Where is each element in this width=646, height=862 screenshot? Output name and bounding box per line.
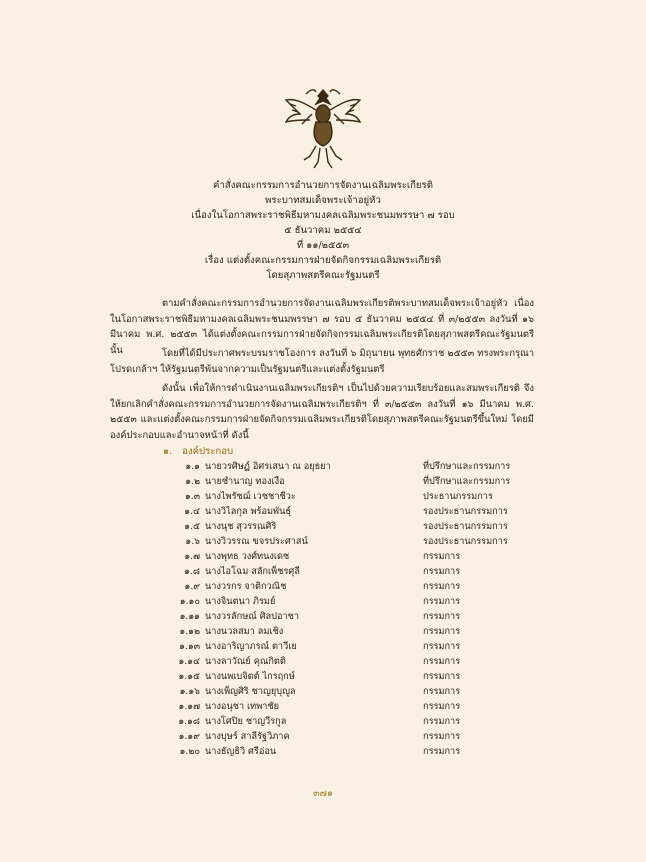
paragraph-3 (110, 381, 534, 443)
member-role: ประธานกรรมการ (423, 491, 493, 502)
member-number: ๑.๑๐ (179, 596, 200, 607)
member-role: กรรมการ (423, 611, 461, 622)
paragraph-1-text: ตามคำสั่งคณะกรรมการอำนวยการจัดงานเฉลิมพระเกียรติพระบาทสมเด็จพระเจ้าอยู่หัว เนื่องในโอกาสพระราชพิธีมหามงคลเฉลิมพระชนมพรรษา ๗ รอบ ๕ ธันวาคม ๒๕๕๔ ที่ ๓/๒๕๕๓ ลงวันที่ ๑๖ มีนาคม พ.ศ. ๒๕๕๓ ได้แต่งตั้งคณะกรรมการฝ่ายจัดกิจกรรมเฉลิมพระเกียรติโดยสุภาพสตรีคณะรัฐมนตรี นั้น (110, 298, 534, 356)
member-role: กรรมการ (423, 746, 461, 757)
member-number: ๑.๑๒ (179, 626, 200, 637)
member-number: ๑.๑๔ (178, 656, 200, 667)
member-row (0, 474, 646, 489)
member-number: ๑.๑๗ (178, 701, 200, 712)
member-number: ๑.๓ (184, 491, 200, 502)
member-name: นายชำนาญ ทองเงือ (205, 476, 285, 487)
garuda-emblem (282, 84, 364, 172)
member-name: นางนพเบจิตต์ ไกรฤกษ์ (205, 671, 295, 682)
section-number: ๑. (163, 446, 173, 457)
member-row (0, 669, 646, 684)
member-row (0, 729, 646, 744)
member-row (0, 519, 646, 534)
order-title-line3: เนื่องในโอกาสพระราชพิธีมหามงคลเฉลิมพระชนมพรรษา ๗ รอบ (191, 210, 455, 221)
member-name: นางไอโฉม สลักเพ็ชรศุลี (205, 566, 300, 577)
member-row (0, 684, 646, 699)
member-name: นางลาวัณย์ คุณกิตติ (205, 656, 286, 667)
member-number: ๑.๑๕ (178, 671, 200, 682)
member-role: กรรมการ (423, 551, 461, 562)
member-number: ๑.๔ (184, 506, 200, 517)
member-role: กรรมการ (423, 581, 461, 592)
member-number: ๑.๘ (184, 566, 200, 577)
member-name: นางนุช สุวรรณศิริ (205, 521, 277, 532)
member-name: นางนวลสมา ลมเชิง (205, 626, 284, 637)
member-role: รองประธานกรรมการ (423, 536, 508, 547)
paragraph-2-text: โดยที่ได้มีประกาศพระบรมราชโองการ ลงวันที่ ๖ มิถุนายน พุทธศักราช ๒๕๕๓ ทรงพระกรุณาโปรดเกล้าฯ ให้รัฐมนตรีพ้นจากความเป็นรัฐมนตรีและแต่งตั้งรัฐมนตรี (110, 348, 534, 375)
member-number: ๑.๕ (184, 521, 200, 532)
paragraph-3-text: ดังนั้น เพื่อให้การดำเนินงานเฉลิมพระเกียรติฯ เป็นไปด้วยความเรียบร้อยและสมพระเกียรติ จึงให้ยกเลิกคำสั่งคณะกรรมการอำนวยการจัดงานเฉลิมพระเกียรติฯ ที่ ๓/๒๕๕๓ ลงวันที่ ๑๖ มีนาคม พ.ศ. ๒๕๕๓ และแต่งตั้งคณะกรรมการฝ่ายจัดกิจกรรมเฉลิมพระเกียรติโดยสุภาพสตรีคณะรัฐมนตรีขึ้นใหม่ โดยมีองค์ประกอบและอำนาจหน้าที่ ดังนี้ (110, 383, 534, 441)
member-name: นางเพ็ญศิริ ชาญยุบุญูล (205, 686, 296, 697)
member-number: ๑.๑๙ (178, 731, 200, 742)
order-number: ที่ ๑๑/๒๕๕๓ (296, 240, 350, 251)
member-role: รองประธานกรรมการ (423, 521, 508, 532)
member-role: รองประธานกรรมการ (423, 506, 508, 517)
member-role: ที่ปรึกษาและกรรมการ (423, 461, 511, 472)
member-row (0, 549, 646, 564)
order-subject: เรื่อง แต่งตั้งคณะกรรมการฝ่ายจัดกิจกรรมเฉลิมพระเกียรติ (204, 255, 442, 266)
member-number: ๑.๑ (185, 461, 200, 472)
member-role: กรรมการ (423, 671, 461, 682)
member-role: กรรมการ (423, 656, 461, 667)
member-name: นางวรกร จาติกวณิช (205, 581, 287, 592)
page-number: ๓๗๑ (313, 788, 333, 799)
member-row (0, 714, 646, 729)
member-role: กรรมการ (423, 566, 461, 577)
section-title: องค์ประกอบ (182, 446, 234, 457)
order-title: คำสั่งคณะกรรมการอำนวยการจัดงานเฉลิมพระเกียรติ (213, 180, 433, 191)
member-name: นางวิวรรณ ขจรประศาสน์ (205, 536, 308, 547)
member-row (0, 639, 646, 654)
member-row (0, 564, 646, 579)
member-row (0, 654, 646, 669)
member-name: นางไพรัชฌ์ เวชชาชีวะ (205, 491, 296, 502)
member-name: นางจินตนา ภิรมย์ (205, 596, 276, 607)
member-role: กรรมการ (423, 596, 461, 607)
member-row (0, 459, 646, 474)
member-role: กรรมการ (423, 731, 461, 742)
member-row (0, 624, 646, 639)
member-number: ๑.๖ (185, 536, 200, 547)
member-name: นางพุทธ วงศ์ทนงเดช (205, 551, 290, 562)
member-row (0, 489, 646, 504)
member-role: กรรมการ (423, 626, 461, 637)
paragraph-2 (110, 346, 534, 377)
member-name: นางโศปิย ชาญวีรกูล (205, 716, 287, 727)
member-row (0, 594, 646, 609)
member-row (0, 699, 646, 714)
member-role: กรรมการ (423, 716, 461, 727)
member-number: ๑.๒ (185, 476, 200, 487)
member-row (0, 534, 646, 549)
member-name: นางอาริญาภรณ์ ตาวีเย (205, 641, 297, 652)
member-row (0, 609, 646, 624)
member-name: นางวิไลกุล พร้อมพันธุ์ (205, 506, 291, 517)
member-role: กรรมการ (423, 686, 461, 697)
member-number: ๑.๙ (184, 581, 200, 592)
member-number: ๑.๑๘ (178, 716, 200, 727)
member-row (0, 744, 646, 759)
member-name: นางธัญธิวิ ศรีอ่อน (205, 746, 277, 757)
member-name: นายวรศิษฏ์ อิศรเสนา ณ อยุธยา (205, 461, 331, 472)
order-title-line2: พระบาทสมเด็จพระเจ้าอยู่หัว (265, 195, 381, 206)
member-name: นางบุษร์ สาลีรัฐวิภาค (205, 731, 290, 742)
order-subject-line2: โดยสุภาพสตรีคณะรัฐมนตรี (266, 270, 380, 281)
member-name: นางวรลักษณ์ ศิลปอาชา (205, 611, 300, 622)
member-row (0, 579, 646, 594)
member-number: ๑.๑๑ (179, 611, 200, 622)
member-role: กรรมการ (423, 701, 461, 712)
section-heading (163, 444, 243, 459)
member-name: นางอนุชา เทพาชัย (205, 701, 280, 712)
member-number: ๑.๑๖ (179, 686, 200, 697)
member-number: ๑.๗ (184, 551, 200, 562)
member-role: ที่ปรึกษาและกรรมการ (423, 476, 511, 487)
member-role: กรรมการ (423, 641, 461, 652)
order-title-line4: ๕ ธันวาคม ๒๕๕๔ (284, 225, 362, 236)
member-number: ๑.๑๓ (179, 641, 200, 652)
member-row (0, 504, 646, 519)
member-number: ๑.๒๐ (179, 746, 200, 757)
